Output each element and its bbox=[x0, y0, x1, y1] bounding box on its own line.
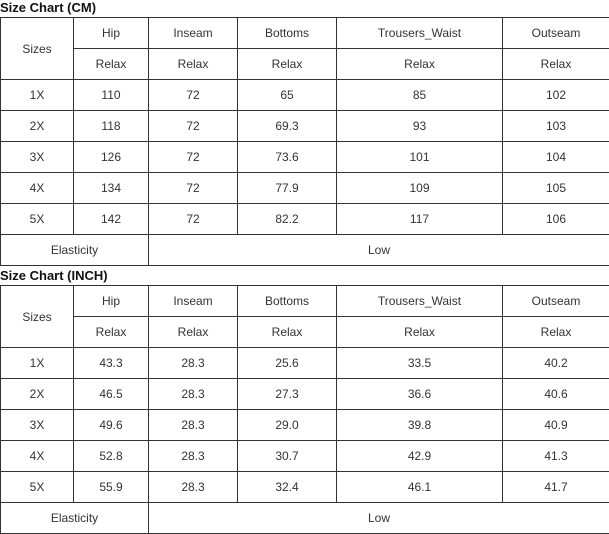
value-cell: 49.6 bbox=[74, 410, 149, 441]
value-cell: 72 bbox=[149, 204, 238, 235]
value-cell: 46.1 bbox=[337, 472, 503, 503]
size-cell: 2X bbox=[1, 111, 74, 142]
fit-cell: Relax bbox=[337, 49, 503, 80]
column-header: Bottoms bbox=[238, 18, 337, 49]
table-row bbox=[1, 348, 609, 379]
value-cell: 85 bbox=[337, 80, 503, 111]
elasticity-label: Elasticity bbox=[1, 503, 149, 534]
size-chart-inch-title: Size Chart (INCH) bbox=[0, 268, 108, 284]
elasticity-value: Low bbox=[149, 503, 609, 534]
value-cell: 110 bbox=[74, 80, 149, 111]
fit-cell: Relax bbox=[238, 317, 337, 348]
value-cell: 41.3 bbox=[503, 441, 609, 472]
value-cell: 28.3 bbox=[149, 472, 238, 503]
size-cell: 1X bbox=[1, 348, 74, 379]
value-cell: 41.7 bbox=[503, 472, 609, 503]
column-header: Outseam bbox=[503, 18, 609, 49]
size-chart-cm-table bbox=[0, 17, 609, 266]
size-chart-inch-table bbox=[0, 285, 609, 534]
value-cell: 118 bbox=[74, 111, 149, 142]
value-cell: 39.8 bbox=[337, 410, 503, 441]
value-cell: 117 bbox=[337, 204, 503, 235]
value-cell: 46.5 bbox=[74, 379, 149, 410]
column-header: Hip bbox=[74, 286, 149, 317]
value-cell: 72 bbox=[149, 173, 238, 204]
value-cell: 40.6 bbox=[503, 379, 609, 410]
size-cell: 5X bbox=[1, 204, 74, 235]
value-cell: 104 bbox=[503, 142, 609, 173]
value-cell: 142 bbox=[74, 204, 149, 235]
value-cell: 82.2 bbox=[238, 204, 337, 235]
size-cell: 2X bbox=[1, 379, 74, 410]
column-header: Bottoms bbox=[238, 286, 337, 317]
table-row bbox=[1, 472, 609, 503]
value-cell: 72 bbox=[149, 142, 238, 173]
table-row bbox=[1, 204, 609, 235]
value-cell: 126 bbox=[74, 142, 149, 173]
value-cell: 25.6 bbox=[238, 348, 337, 379]
value-cell: 69.3 bbox=[238, 111, 337, 142]
fit-cell: Relax bbox=[503, 49, 609, 80]
table-row bbox=[1, 410, 609, 441]
value-cell: 109 bbox=[337, 173, 503, 204]
elasticity-value: Low bbox=[149, 235, 609, 266]
value-cell: 40.2 bbox=[503, 348, 609, 379]
value-cell: 43.3 bbox=[74, 348, 149, 379]
value-cell: 103 bbox=[503, 111, 609, 142]
value-cell: 73.6 bbox=[238, 142, 337, 173]
column-header: Inseam bbox=[149, 286, 238, 317]
table-row bbox=[1, 142, 609, 173]
fit-cell: Relax bbox=[238, 49, 337, 80]
value-cell: 72 bbox=[149, 80, 238, 111]
value-cell: 27.3 bbox=[238, 379, 337, 410]
fit-row bbox=[1, 317, 609, 348]
value-cell: 42.9 bbox=[337, 441, 503, 472]
fit-cell: Relax bbox=[74, 49, 149, 80]
elasticity-row bbox=[1, 503, 609, 534]
value-cell: 30.7 bbox=[238, 441, 337, 472]
size-cell: 3X bbox=[1, 410, 74, 441]
fit-cell: Relax bbox=[503, 317, 609, 348]
value-cell: 65 bbox=[238, 80, 337, 111]
value-cell: 77.9 bbox=[238, 173, 337, 204]
column-header: Hip bbox=[74, 18, 149, 49]
header-row bbox=[1, 18, 609, 49]
value-cell: 106 bbox=[503, 204, 609, 235]
size-cell: 5X bbox=[1, 472, 74, 503]
value-cell: 28.3 bbox=[149, 410, 238, 441]
value-cell: 102 bbox=[503, 80, 609, 111]
sizes-header: Sizes bbox=[1, 286, 74, 348]
value-cell: 105 bbox=[503, 173, 609, 204]
table-row bbox=[1, 80, 609, 111]
size-cell: 3X bbox=[1, 142, 74, 173]
value-cell: 101 bbox=[337, 142, 503, 173]
value-cell: 36.6 bbox=[337, 379, 503, 410]
fit-cell: Relax bbox=[149, 49, 238, 80]
table-row bbox=[1, 173, 609, 204]
size-cell: 4X bbox=[1, 173, 74, 204]
column-header: Outseam bbox=[503, 286, 609, 317]
header-row bbox=[1, 286, 609, 317]
value-cell: 32.4 bbox=[238, 472, 337, 503]
table-row bbox=[1, 441, 609, 472]
value-cell: 93 bbox=[337, 111, 503, 142]
size-chart-cm-title: Size Chart (CM) bbox=[0, 0, 96, 16]
value-cell: 33.5 bbox=[337, 348, 503, 379]
fit-cell: Relax bbox=[149, 317, 238, 348]
value-cell: 28.3 bbox=[149, 379, 238, 410]
column-header: Trousers_Waist bbox=[337, 286, 503, 317]
column-header: Trousers_Waist bbox=[337, 18, 503, 49]
fit-cell: Relax bbox=[337, 317, 503, 348]
size-cell: 1X bbox=[1, 80, 74, 111]
value-cell: 134 bbox=[74, 173, 149, 204]
value-cell: 28.3 bbox=[149, 348, 238, 379]
value-cell: 55.9 bbox=[74, 472, 149, 503]
fit-row bbox=[1, 49, 609, 80]
elasticity-label: Elasticity bbox=[1, 235, 149, 266]
value-cell: 40.9 bbox=[503, 410, 609, 441]
fit-cell: Relax bbox=[74, 317, 149, 348]
value-cell: 29.0 bbox=[238, 410, 337, 441]
column-header: Inseam bbox=[149, 18, 238, 49]
elasticity-row bbox=[1, 235, 609, 266]
value-cell: 28.3 bbox=[149, 441, 238, 472]
table-row bbox=[1, 111, 609, 142]
table-row bbox=[1, 379, 609, 410]
value-cell: 52.8 bbox=[74, 441, 149, 472]
size-cell: 4X bbox=[1, 441, 74, 472]
value-cell: 72 bbox=[149, 111, 238, 142]
sizes-header: Sizes bbox=[1, 18, 74, 80]
